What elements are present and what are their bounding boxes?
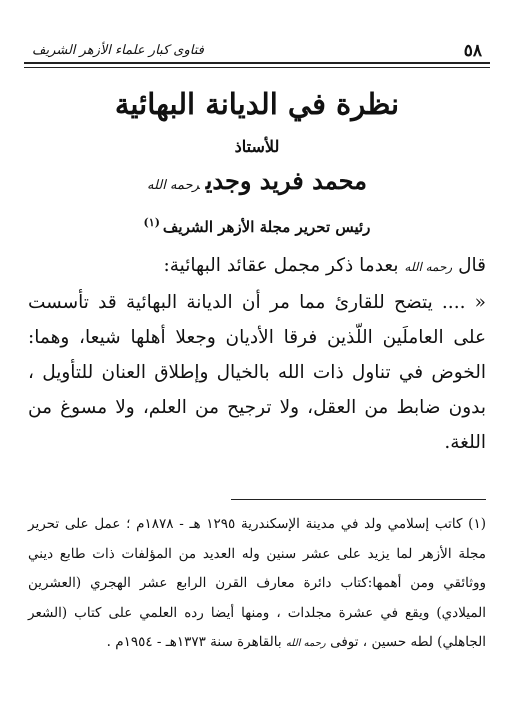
header-rule	[24, 62, 490, 64]
footnote-reference: (١)	[143, 216, 160, 229]
footnote-text-end: بالقاهرة سنة ١٣٧٣هـ - ١٩٥٤م .	[106, 634, 282, 650]
author-line	[30, 164, 484, 203]
intro-line	[28, 248, 486, 285]
author-honorific: رحمه الله	[147, 178, 200, 193]
footnote-text: (١) كاتب إسلامي ولد في مدينة الإسكندرية ١٢٩٥ هـ - ١٨٧٨م ؛ عمل على تحرير مجلة الأزهر لما يزيد على عشر سنين وله العديد من المؤلفات ذات طابع ديني ووثائقي ومن أهمها:كتاب دائرة معارف القرن الرابع عشر الهجري (العشرين الميلادي) ويقع في عشرة مجلدات ، ومنها أيضا رده العلمي على كتاب (الشعر الجاهلي) لطه حسين ، توفى	[28, 516, 486, 650]
footnote	[28, 510, 486, 659]
page-number: ٥٨	[463, 41, 482, 61]
footnote-honorific: رحمه الله	[285, 638, 326, 649]
author-name: محمد فريد وجدي	[205, 166, 367, 195]
author-prefix: للأستاذ	[234, 137, 280, 156]
page-header	[24, 38, 490, 72]
quote-paragraph: « .... يتضح للقارئ مما مر أن الديانة البهائية قد تأسست على العاملَين اللّذين فرقا الأديان وجعلا أهلها شيعا، وهما: الخوض في تناول ذات الله بالخيال وإطلاق العنان للتأويل ، بدون ضابط من العقل، ولا ترجيح من العلم، ولا مسوغ من اللغة.	[28, 292, 486, 453]
intro-verb: قال	[458, 255, 486, 276]
article-body	[28, 248, 486, 460]
author-position-line	[30, 212, 484, 238]
intro-text: بعدما ذكر مجمل عقائد البهائية:	[163, 255, 399, 276]
intro-honorific: رحمه الله	[404, 260, 453, 274]
header-rule-thin	[24, 67, 490, 68]
article-title: نظرة في الديانة البهائية	[114, 87, 400, 121]
running-title: فتاوى كبار علماء الأزهر الشريف	[32, 43, 204, 58]
author-position: رئيس تحرير مجلة الأزهر الشريف	[162, 218, 371, 236]
footnote-divider	[231, 499, 486, 500]
